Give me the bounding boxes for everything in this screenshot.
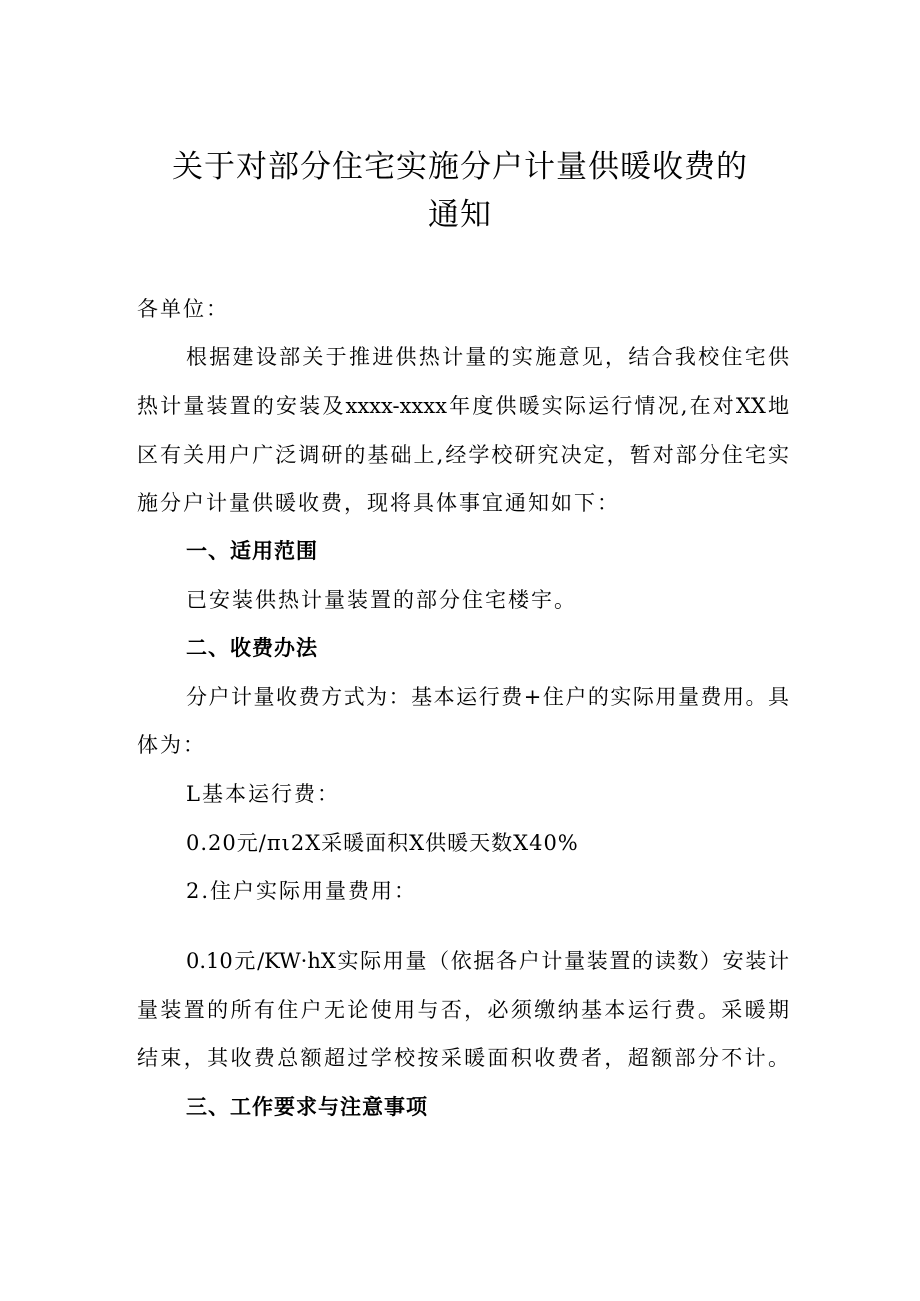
intro-paragraph-line-3: 区有关用户广泛调研的基础上,经学校研究决定，暂对部分住宅实 <box>137 443 789 467</box>
intro-paragraph-line-1: 根据建设部关于推进供热计量的实施意见，结合我校住宅供 <box>186 345 789 369</box>
salutation: 各单位： <box>137 297 229 321</box>
item-2-text-line-1: 0.10元/KW·hX实际用量（依据各户计量装置的读数）安装计 <box>186 949 789 973</box>
item-2-text-line-3: 结束，其收费总额超过学校按采暖面积收费者，超额部分不计。 <box>137 1046 789 1070</box>
intro-paragraph-line-2: 热计量装置的安装及xxxx-xxxx年度供暖实际运行情况,在对XX地 <box>137 394 789 418</box>
item-1-formula: 0.20元/πι2X采暖面积X供暖天数X40% <box>186 831 579 855</box>
item-2-text-line-2: 量装置的所有住户无论使用与否，必须缴纳基本运行费。采暖期 <box>137 998 789 1022</box>
section-1-heading: 一、适用范围 <box>186 539 318 563</box>
intro-paragraph-line-4: 施分户计量供暖收费，现将具体事宜通知如下： <box>137 491 620 515</box>
section-2-heading: 二、收费办法 <box>186 636 318 660</box>
item-2-label: 2.住户实际用量费用： <box>186 879 418 903</box>
section-1-text: 已安装供热计量装置的部分住宅楼宇。 <box>186 588 577 612</box>
section-2-text-line-1: 分户计量收费方式为：基本运行费+住户的实际用量费用。具 <box>186 685 789 709</box>
section-3-heading: 三、工作要求与注意事项 <box>186 1095 428 1119</box>
section-2-text-line-2: 体为： <box>137 733 206 757</box>
item-1-label: L基本运行费： <box>186 782 340 806</box>
document-title-line-1: 关于对部分住宅实施分户计量供暖收费的 <box>172 149 748 185</box>
document-title-line-2: 通知 <box>428 197 492 233</box>
